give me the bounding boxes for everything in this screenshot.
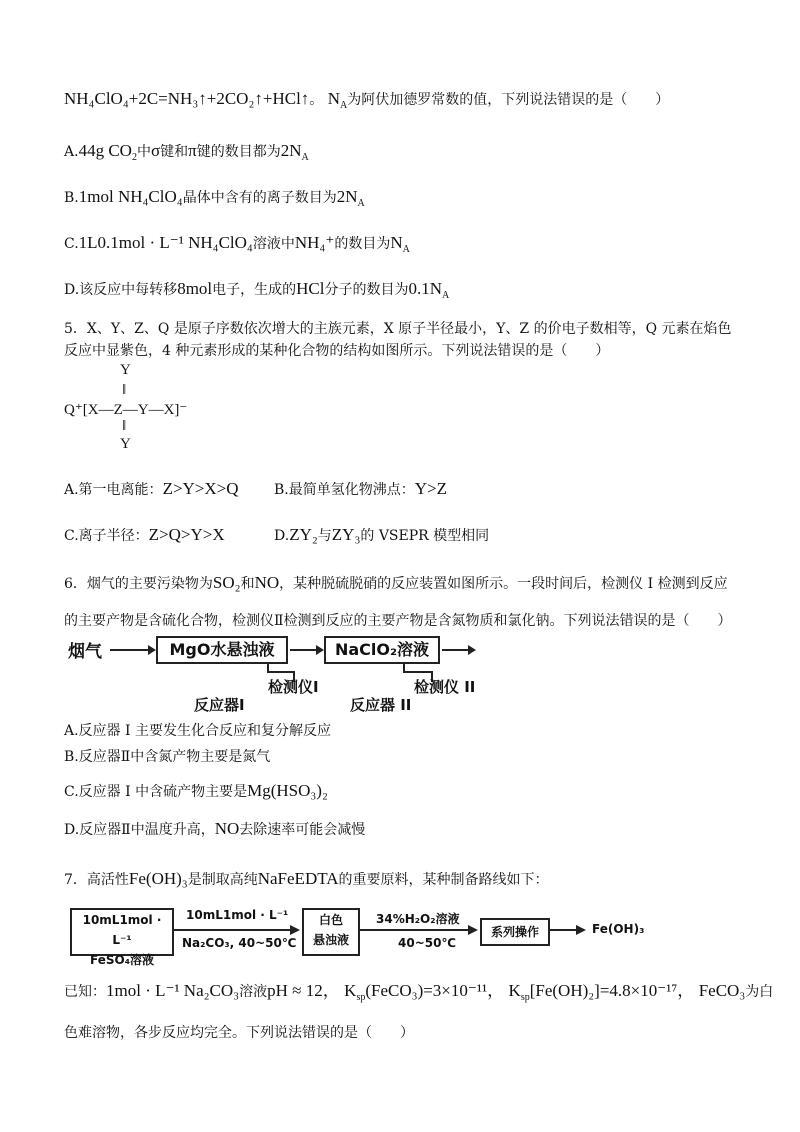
- flow-input-flue-gas: 烟气: [68, 642, 102, 662]
- struct-bottom-y: Y: [120, 436, 131, 452]
- q4-option-c: C.1L0.1mol · L⁻¹ NH₄ClO₄溶液中NH₄⁺的数目为$N_A$: [64, 233, 410, 255]
- reactor-2-box: NaClO₂溶液: [324, 636, 440, 664]
- q6-stem-line2: 的主要产物是含硫化合物，检测仪Ⅱ检测到反应的主要产物是含氮物质和氯化钠。下列说法错误的是（ ）: [64, 613, 732, 629]
- q7-preparation-route: [64, 900, 664, 967]
- route-product: Fe(OH)₃: [592, 922, 645, 936]
- white-suspension-box: 白色 悬浊液: [302, 908, 360, 956]
- q6-option-a: A.反应器 I 主要发生化合反应和复分解反应: [64, 723, 331, 739]
- struct-main-chain: Q⁺[X—Z—Y—X]⁻: [64, 402, 188, 418]
- q7-stem-line1: 7．高活性Fe(OH)₃是制取高纯NaFeEDTA的重要原料，某种制备路线如下：: [64, 869, 549, 888]
- q5-stem-line1: 5．X、Y、Z、Q 是原子序数依次增大的主族元素，X 原子半径最小，Y、Z 的价电子数相等，Q 元素在焰色: [64, 321, 732, 337]
- detector-1-label: 检测仪I: [268, 678, 319, 696]
- q5-option-d: D.ZY₂与ZY₃的 VSEPR 模型相同: [274, 525, 490, 544]
- detector-2-label: 检测仪 II: [414, 678, 476, 696]
- reactor-1-label: 反应器I: [194, 696, 245, 714]
- q4-option-a: A.44g $CO_2$中σ键和π键的数目都为$2N_A$: [64, 141, 309, 163]
- route-reagent-2: 34%H₂O₂溶液: [376, 912, 460, 926]
- q4-equation: NH₄ClO₄+2C=NH₃↑+2CO₂↑+HCl↑: [64, 89, 310, 108]
- q5-option-c: C.离子半径：Z>Q>Y>X: [64, 525, 225, 544]
- route-start-box: 10mL1mol · L⁻¹ FeSO₄溶液: [70, 908, 174, 956]
- q6-stem-line1: 6．烟气的主要污染物为SO₂和NO，某种脱硫脱硝的反应装置如图所示。一段时间后，检测仪 I 检测到反应: [64, 573, 728, 592]
- q6-option-b: B.反应器Ⅱ中含氮产物主要是氮气: [64, 749, 271, 765]
- struct-double-bond-bottom: ‖: [122, 418, 127, 434]
- struct-double-bond-top: ‖: [122, 382, 127, 398]
- struct-top-y: Y: [120, 362, 131, 378]
- q4-stem: NH₄ClO₄+2C=NH₃↑+2CO₂↑+HCl↑。 $N_A$为阿伏加德罗常数的值，下列说法错误的是（ ）: [64, 89, 670, 111]
- q4-option-b: B.1mol NH₄ClO₄晶体中含有的离子数目为$2N_A$: [64, 187, 365, 209]
- q5-stem-line2: 反应中显紫色，4 种元素形成的某种化合物的结构如图所示。下列说法错误的是（ ）: [64, 343, 610, 359]
- q6-option-d: D.反应器Ⅱ中温度升高，NO去除速率可能会减慢: [64, 819, 366, 838]
- q7-known-conditions: 已知：1mol · L⁻¹ Na₂CO₃溶液pH ≈ 12， $K_{sp}(FeCO_3)=3\times 10^{-11}$， $K_{sp}[Fe(OH)_2]=4.8\times 10^{-17}$， FeCO₃为白: [64, 981, 774, 1003]
- q5-option-a: A.第一电离能：Z>Y>X>Q: [64, 479, 239, 498]
- q4-option-d: D.该反应中每转移8mol电子，生成的HCl分子的数目为$0.1N_A$: [64, 279, 450, 301]
- q5-option-b: B.最简单氢化物沸点：Y>Z: [274, 479, 447, 498]
- series-operations-box: 系列操作: [480, 918, 550, 946]
- route-reagent-1: 10mL1mol · L⁻¹: [186, 908, 289, 922]
- route-condition-2: 40~50℃: [398, 936, 456, 950]
- reactor-2-label: 反应器 II: [350, 696, 412, 714]
- q6-apparatus-diagram: [64, 634, 484, 714]
- q6-option-c: C.反应器 I 中含硫产物主要是Mg(HSO₃)₂: [64, 781, 328, 800]
- route-condition-1: Na₂CO₃, 40~50℃: [182, 936, 297, 950]
- q7-stem-line2: 色难溶物，各步反应均完全。下列说法错误的是（ ）: [64, 1025, 414, 1041]
- reactor-1-box: MgO水悬浊液: [156, 636, 288, 664]
- q5-structure: [64, 360, 264, 460]
